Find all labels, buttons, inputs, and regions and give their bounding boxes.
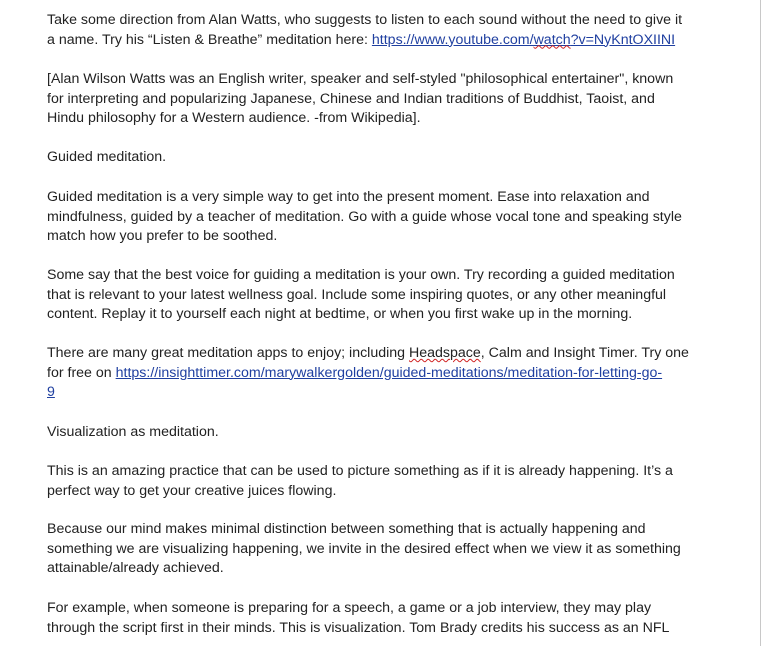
insighttimer-link[interactable]: https://insighttimer.com/marywalkergolden/guided-meditations/meditation-for-letting-go-	[115, 364, 663, 381]
page-edge-divider	[760, 0, 761, 646]
text-line: Hindu philosophy for a Western audience. -from Wikipedia].	[47, 110, 421, 127]
text-line: This is an amazing practice that can be used to picture something as if it is already happening. It’s a	[47, 463, 673, 479]
text-line: that is relevant to your latest wellness goal. Include some inspiring quotes, or any other meaningful	[47, 286, 667, 303]
text-line: Guided meditation is a very simple way to get into the present moment. Ease into relaxation and	[47, 189, 650, 205]
link-text-spellcheck: watch	[533, 31, 571, 48]
text-line	[47, 383, 737, 403]
text-line: For example, when someone is preparing for a speech, a game or a job interview, they may play	[47, 600, 652, 616]
spellcheck-word: Headspace	[409, 345, 481, 361]
text-line: content. Replay it to yourself each night at bedtime, or when you first wake up in the morning.	[47, 306, 633, 323]
text-line: attainable/already achieved.	[47, 560, 224, 577]
paragraph-guided-meditation	[47, 188, 737, 247]
text-line: Visualization as meditation.	[47, 424, 219, 440]
paragraph-meditation-apps	[47, 344, 737, 403]
text-line: Because our mind makes minimal distinction between something that is actually happening and	[47, 521, 646, 537]
text-line: Guided meditation.	[47, 149, 167, 165]
text-line: mindfulness, guided by a teacher of meditation. Go with a guide whose vocal tone and speaking style	[47, 208, 682, 225]
insighttimer-link-continued[interactable]: 9	[47, 384, 55, 401]
text-line: for interpreting and popularizing Japanese, Chinese and Indian traditions of Buddhist, Taoist, and	[47, 90, 655, 107]
text-fragment: a name. Try his “Listen & Breathe” meditation here:	[47, 31, 372, 48]
link-text-start: https://www.youtube.com/	[371, 31, 534, 48]
youtube-link[interactable]	[372, 32, 675, 48]
paragraph-visualization-practice	[47, 462, 737, 501]
paragraph-mind-distinction	[47, 520, 737, 579]
paragraph-example-speech	[47, 599, 737, 638]
heading-visualization	[47, 423, 737, 443]
text-line	[47, 344, 737, 364]
text-line	[47, 31, 737, 51]
heading-guided-meditation	[47, 148, 737, 168]
text-line: through the script first in their minds. This is visualization. Tom Brady credits his success as an NFL	[47, 619, 670, 636]
paragraph-alan-watts-bio	[47, 70, 737, 129]
paragraph-own-voice	[47, 266, 737, 325]
paragraph-alan-watts-intro	[47, 11, 737, 50]
text-line: perfect way to get your creative juices flowing.	[47, 482, 337, 499]
text-line: Take some direction from Alan Watts, who suggests to listen to each sound without the need to give it	[47, 12, 683, 28]
text-line: Some say that the best voice for guiding a meditation is your own. Try recording a guided meditation	[47, 267, 675, 283]
text-fragment: for free on	[47, 364, 116, 381]
text-line: something we are visualizing happening, we invite in the desired effect when we view it as something	[47, 540, 681, 557]
text-fragment: , Calm and Insight Timer. Try one	[480, 345, 689, 361]
text-line	[47, 364, 737, 384]
link-text-end: ?v=NyKntOXIINI	[570, 31, 676, 48]
text-fragment: There are many great meditation apps to enjoy; including	[47, 345, 409, 361]
text-line: [Alan Wilson Watts was an English writer, speaker and self-styled "philosophical entertainer", known	[47, 71, 674, 87]
text-line: match how you prefer to be soothed.	[47, 228, 278, 245]
